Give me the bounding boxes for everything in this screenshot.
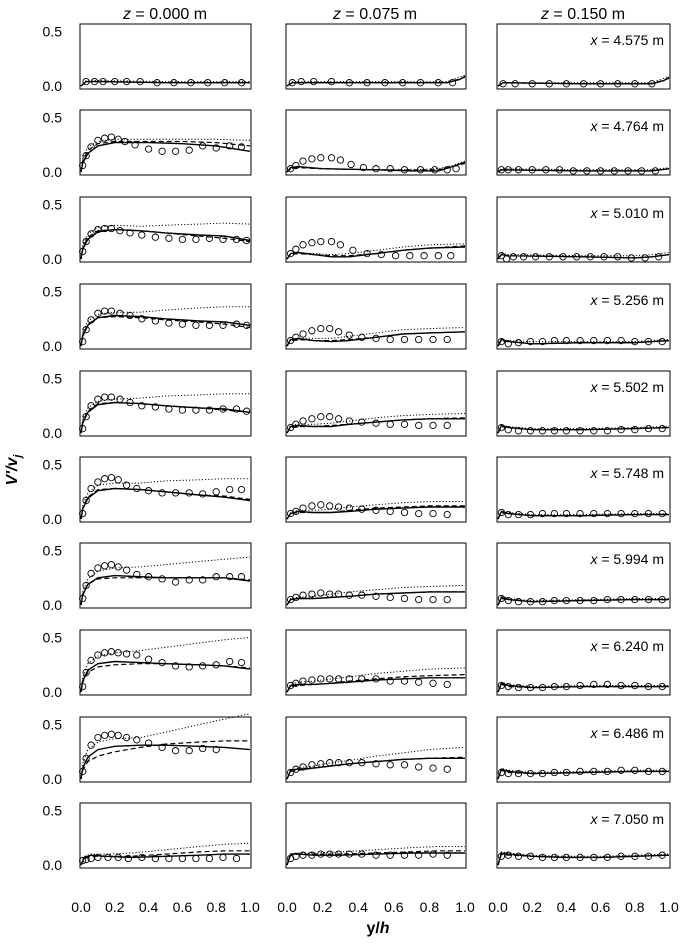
measurement-marker xyxy=(115,564,121,570)
measurement-marker xyxy=(309,240,315,246)
measurement-marker xyxy=(220,322,226,328)
y-tick-label: 0.5 xyxy=(42,109,62,126)
measurement-marker xyxy=(166,320,172,326)
station-label: x = 5.502 m xyxy=(590,379,664,395)
measurement-marker xyxy=(387,762,393,768)
measurement-marker xyxy=(444,511,450,517)
measurement-marker xyxy=(220,236,226,242)
measurement-marker xyxy=(318,676,324,682)
station-label: x = 6.486 m xyxy=(590,725,664,741)
measurement-marker xyxy=(300,331,306,337)
measurement-marker xyxy=(515,599,521,605)
measurement-marker xyxy=(416,336,422,342)
x-tick-label: 0.4 xyxy=(348,899,368,915)
measurement-marker xyxy=(145,656,151,662)
measurement-marker xyxy=(134,737,140,743)
column-title-2: z = 0.150 m xyxy=(540,6,626,23)
measurement-marker xyxy=(539,428,545,434)
series-dotted-line xyxy=(287,244,465,259)
measurement-marker xyxy=(108,731,114,737)
measurement-marker xyxy=(309,416,315,422)
measurement-marker xyxy=(233,855,239,861)
measurement-marker xyxy=(95,479,101,485)
measurement-marker xyxy=(318,325,324,331)
measurement-marker xyxy=(453,166,459,172)
series-dotted-line xyxy=(81,557,250,605)
measurement-marker xyxy=(416,510,422,516)
series-solid-line xyxy=(81,403,250,434)
measurement-marker xyxy=(318,155,324,161)
measurement-marker xyxy=(108,562,114,568)
measurement-marker xyxy=(179,407,185,413)
measurement-marker xyxy=(430,422,436,428)
measurement-marker xyxy=(238,659,244,665)
measurement-marker xyxy=(159,659,165,665)
measurement-marker xyxy=(115,732,121,738)
x-tick-label: 0.6 xyxy=(172,899,193,915)
measurement-marker xyxy=(512,81,518,87)
column-title-1: z = 0.075 m xyxy=(332,6,418,23)
series-dashed-line xyxy=(81,230,250,259)
measurement-marker xyxy=(430,336,436,342)
measurement-marker xyxy=(309,503,315,509)
measurement-marker xyxy=(435,253,441,259)
x-tick-label: 0.6 xyxy=(384,899,404,915)
measurement-marker xyxy=(108,474,114,480)
measurement-marker xyxy=(563,428,569,434)
series-dotted-line xyxy=(498,768,669,779)
measurement-marker xyxy=(193,322,199,328)
measurement-marker xyxy=(416,764,422,770)
series-dotted-line xyxy=(287,502,465,519)
measurement-marker xyxy=(430,851,436,857)
measurement-marker xyxy=(300,418,306,424)
measurement-marker xyxy=(346,592,352,598)
measurement-marker xyxy=(373,166,379,172)
measurement-marker xyxy=(186,748,192,754)
series-dotted-line xyxy=(81,307,250,346)
station-label: x = 5.256 m xyxy=(590,292,664,308)
measurement-marker xyxy=(300,158,306,164)
measurement-marker xyxy=(328,155,334,161)
measurement-marker xyxy=(172,148,178,154)
measurement-marker xyxy=(448,253,454,259)
measurement-marker xyxy=(200,663,206,669)
measurement-marker xyxy=(123,567,129,573)
measurement-marker xyxy=(401,509,407,515)
x-tick-label: 0.0 xyxy=(488,899,508,915)
series-solid-line xyxy=(498,77,669,86)
station-label: x = 6.240 m xyxy=(590,638,664,654)
y-tick-label: 0.0 xyxy=(42,78,62,94)
measurement-marker xyxy=(416,422,422,428)
station-label: x = 5.994 m xyxy=(590,551,664,567)
station-label: x = 4.575 m xyxy=(590,32,664,48)
measurement-marker xyxy=(401,336,407,342)
measurement-marker xyxy=(510,254,516,260)
measurement-marker xyxy=(166,406,172,412)
measurement-marker xyxy=(430,765,436,771)
measurement-marker xyxy=(95,734,101,740)
measurement-marker xyxy=(115,477,121,483)
measurement-marker xyxy=(318,414,324,420)
measurement-marker xyxy=(300,242,306,248)
measurement-marker xyxy=(335,329,341,335)
measurement-marker xyxy=(444,596,450,602)
panel-frame xyxy=(286,717,466,782)
measurement-marker xyxy=(200,491,206,497)
measurement-marker xyxy=(444,422,450,428)
measurement-marker xyxy=(387,166,393,172)
series-dashed-line xyxy=(81,142,250,173)
measurement-marker xyxy=(227,486,233,492)
measurement-marker xyxy=(159,148,165,154)
measurement-marker xyxy=(327,414,333,420)
measurement-marker xyxy=(139,232,145,238)
measurement-marker xyxy=(88,742,94,748)
measurement-marker xyxy=(172,579,178,585)
measurement-marker xyxy=(95,652,101,658)
measurement-marker xyxy=(108,308,114,314)
x-tick-label: 0.4 xyxy=(138,899,159,915)
series-dotted-line xyxy=(287,747,465,779)
series-dashed-line xyxy=(81,664,250,692)
series-dotted-line xyxy=(81,479,250,519)
station-label: x = 5.010 m xyxy=(590,205,664,221)
x-tick-label: 1.0 xyxy=(240,899,260,915)
measurement-marker xyxy=(359,419,365,425)
measurement-marker xyxy=(145,146,151,152)
measurement-marker xyxy=(591,428,597,434)
measurement-marker xyxy=(309,328,315,334)
measurement-marker xyxy=(444,766,450,772)
measurement-marker xyxy=(350,247,356,253)
measurement-marker xyxy=(387,336,393,342)
measurement-marker xyxy=(337,157,343,163)
measurement-marker xyxy=(318,238,324,244)
measurement-marker xyxy=(102,476,108,482)
series-dotted-line xyxy=(81,223,250,259)
y-tick-label: 0.0 xyxy=(42,251,62,267)
measurement-marker xyxy=(102,563,108,569)
panel-frame xyxy=(80,717,251,782)
measurement-marker xyxy=(373,335,379,341)
measurement-marker xyxy=(309,762,315,768)
measurement-marker xyxy=(200,143,206,149)
measurement-marker xyxy=(318,502,324,508)
series-dotted-line xyxy=(81,638,250,693)
measurement-marker xyxy=(335,676,341,682)
measurement-marker xyxy=(95,137,101,143)
measurement-marker xyxy=(102,394,108,400)
measurement-marker xyxy=(401,762,407,768)
series-solid-line xyxy=(287,592,465,605)
y-tick-label: 0.0 xyxy=(42,511,62,527)
measurement-marker xyxy=(337,242,343,248)
measurement-marker xyxy=(88,657,94,663)
x-tick-label: 0.2 xyxy=(312,899,333,915)
measurement-marker xyxy=(152,234,158,240)
y-tick-label: 0.0 xyxy=(42,425,62,441)
measurement-marker xyxy=(105,854,111,860)
measurement-marker xyxy=(179,321,185,327)
measurement-marker xyxy=(293,246,299,252)
measurement-marker xyxy=(95,310,101,316)
x-tick-label: 0.0 xyxy=(277,899,297,915)
y-tick-label: 0.5 xyxy=(42,196,62,213)
series-solid-line xyxy=(287,853,465,865)
measurement-marker xyxy=(346,760,352,766)
station-label: x = 7.050 m xyxy=(590,811,664,827)
x-tick-label: 0.8 xyxy=(206,899,226,915)
series-solid-line xyxy=(81,745,250,779)
y-tick-label: 0.5 xyxy=(42,370,62,387)
measurement-marker xyxy=(527,428,533,434)
column-title-0: z = 0.000 m xyxy=(122,6,208,23)
measurement-marker xyxy=(300,678,306,684)
y-tick-label: 0.0 xyxy=(42,771,62,787)
series-dashed-line xyxy=(81,578,250,605)
series-solid-line xyxy=(287,678,465,692)
measurement-marker xyxy=(416,596,422,602)
measurement-marker xyxy=(392,253,398,259)
series-solid-line xyxy=(81,316,250,347)
measurement-marker xyxy=(387,594,393,600)
station-label: x = 4.764 m xyxy=(590,118,664,134)
measurement-marker xyxy=(309,156,315,162)
measurement-marker xyxy=(186,147,192,153)
measurement-marker xyxy=(159,490,165,496)
series-dashed-line xyxy=(81,317,250,346)
measurement-marker xyxy=(134,652,140,658)
measurement-marker xyxy=(387,421,393,427)
measurement-marker xyxy=(505,511,511,517)
series-dashed-line xyxy=(81,403,250,434)
x-tick-label: 0.4 xyxy=(556,899,577,915)
y-tick-label: 0.0 xyxy=(42,857,62,873)
measurement-marker xyxy=(421,253,427,259)
measurement-marker xyxy=(515,853,521,859)
series-dotted-line xyxy=(498,76,669,86)
x-tick-label: 0.2 xyxy=(522,899,542,915)
measurement-marker xyxy=(444,336,450,342)
measurement-marker xyxy=(220,854,226,860)
measurement-marker xyxy=(387,852,393,858)
measurement-marker xyxy=(416,679,422,685)
measurement-marker xyxy=(430,510,436,516)
x-tick-label: 0.6 xyxy=(590,899,611,915)
series-solid-line xyxy=(287,162,465,172)
measurement-marker xyxy=(213,574,219,580)
measurement-marker xyxy=(327,503,333,509)
measurement-marker xyxy=(117,228,123,234)
measurement-marker xyxy=(373,852,379,858)
measurement-marker xyxy=(213,489,219,495)
panel-frame xyxy=(286,284,466,349)
measurement-marker xyxy=(309,677,315,683)
measurement-marker xyxy=(166,235,172,241)
y-tick-label: 0.5 xyxy=(42,542,62,559)
y-tick-label: 0.5 xyxy=(42,283,62,300)
measurement-marker xyxy=(159,576,165,582)
measurement-marker xyxy=(238,486,244,492)
x-tick-label: 0.8 xyxy=(419,899,440,915)
measurement-marker xyxy=(430,596,436,602)
panel-frame xyxy=(286,630,466,695)
series-solid-line xyxy=(81,230,250,259)
y-tick-label: 0.5 xyxy=(42,456,62,473)
x-tick-label: 0.0 xyxy=(71,899,91,915)
y-tick-label: 0.5 xyxy=(42,716,62,733)
measurement-marker xyxy=(327,325,333,331)
measurement-marker xyxy=(659,425,665,431)
x-tick-label: 0.2 xyxy=(105,899,125,915)
measurement-marker xyxy=(346,332,352,338)
series-solid-line xyxy=(287,758,465,779)
measurement-marker xyxy=(401,421,407,427)
y-tick-label: 0.5 xyxy=(42,23,62,40)
measurement-marker xyxy=(102,135,108,141)
series-dotted-line xyxy=(287,585,465,605)
measurement-marker xyxy=(88,144,94,150)
measurement-marker xyxy=(449,80,455,86)
measurement-marker xyxy=(348,161,354,167)
measurement-marker xyxy=(102,732,108,738)
measurement-marker xyxy=(401,595,407,601)
measurement-marker xyxy=(373,420,379,426)
panel-frame xyxy=(80,197,251,262)
measurement-marker xyxy=(520,254,526,260)
measurement-marker xyxy=(193,855,199,861)
measurement-marker xyxy=(134,485,140,491)
measurement-marker xyxy=(172,748,178,754)
measurement-marker xyxy=(318,590,324,596)
x-axis-label: y/h xyxy=(366,920,390,937)
y-tick-label: 0.0 xyxy=(42,164,62,180)
measurement-marker xyxy=(328,238,334,244)
x-tick-label: 0.8 xyxy=(625,899,645,915)
measurement-marker xyxy=(430,680,436,686)
measurement-marker xyxy=(193,236,199,242)
measurement-marker xyxy=(407,253,413,259)
measurement-marker xyxy=(88,485,94,491)
measurement-marker xyxy=(227,658,233,664)
panel-frame xyxy=(80,543,251,608)
measurement-marker xyxy=(186,490,192,496)
measurement-marker xyxy=(206,855,212,861)
y-tick-label: 0.0 xyxy=(42,684,62,700)
measurement-marker xyxy=(335,504,341,510)
measurement-marker xyxy=(179,236,185,242)
measurement-marker xyxy=(335,416,341,422)
y-tick-label: 0.0 xyxy=(42,338,62,354)
y-tick-label: 0.5 xyxy=(42,802,62,819)
series-solid-line xyxy=(287,247,465,259)
station-label: x = 5.748 m xyxy=(590,465,664,481)
series-solid-line xyxy=(81,143,250,172)
measurement-marker xyxy=(88,570,94,576)
x-tick-label: 1.0 xyxy=(455,899,475,915)
measurement-marker xyxy=(95,396,101,402)
y-axis-label: $V'/v_j$ xyxy=(4,454,24,486)
y-tick-label: 0.0 xyxy=(42,597,62,613)
measurement-marker xyxy=(444,681,450,687)
measurement-marker xyxy=(95,565,101,571)
measurement-marker xyxy=(503,256,509,262)
x-tick-label: 1.0 xyxy=(659,899,679,915)
measurement-marker xyxy=(123,482,129,488)
y-tick-label: 0.5 xyxy=(42,629,62,646)
